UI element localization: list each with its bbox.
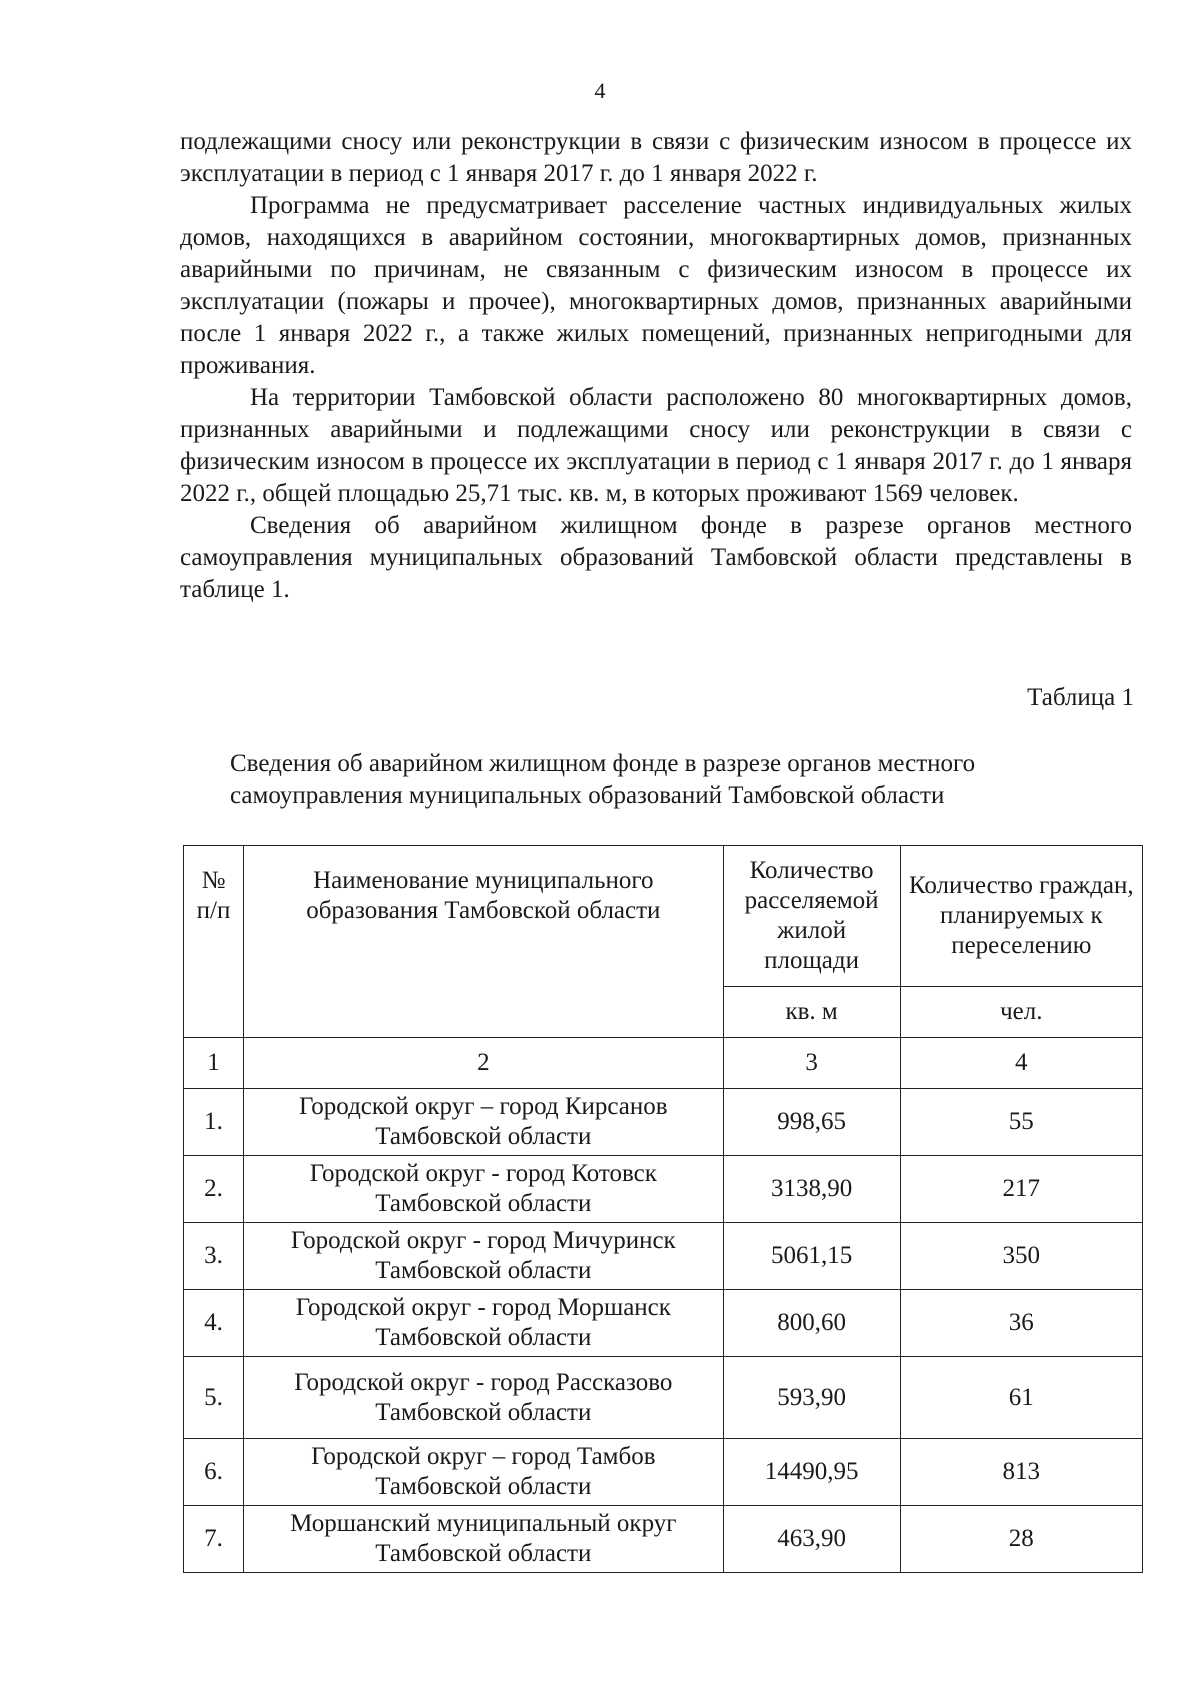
body-text bbox=[180, 126, 1132, 606]
row-area: 593,90 bbox=[723, 1357, 900, 1439]
header-citizens: Количество граждан, планируемых к переселению bbox=[900, 846, 1142, 987]
row-citizens: 813 bbox=[900, 1439, 1142, 1506]
table-row bbox=[184, 1089, 1143, 1156]
row-area: 5061,15 bbox=[723, 1223, 900, 1290]
row-area: 998,65 bbox=[723, 1089, 900, 1156]
paragraph-program-scope: Программа не предусматривает расселение частных индивидуальных жилых домов, находящихся в аварийном состоянии, многоквартирных домов, признанных аварийными по причинам, не связанным с физическим износом в процессе их эксплуатации (пожары и прочее), многоквартирных домов, признанных аварийными после 1 января 2022 г., а также жилых помещений, признанных непригодными для проживания. bbox=[180, 192, 1132, 379]
row-citizens: 61 bbox=[900, 1357, 1142, 1439]
row-num: 7. bbox=[184, 1506, 244, 1573]
header-area-unit: кв. м bbox=[723, 987, 900, 1038]
header-citizens-unit: чел. bbox=[900, 987, 1142, 1038]
row-name: Городской округ - город Котовск Тамбовской области bbox=[244, 1156, 724, 1223]
emergency-housing-table bbox=[183, 845, 1143, 1573]
row-name: Городской округ - город Моршанск Тамбовской области bbox=[244, 1290, 724, 1357]
row-num: 3. bbox=[184, 1223, 244, 1290]
paragraph-continuation: подлежащими сносу или реконструкции в связи с физическим износом в процессе их эксплуатации в период с 1 января 2017 г. до 1 января 2022 г. bbox=[180, 128, 1132, 187]
table-row bbox=[184, 1156, 1143, 1223]
row-citizens: 55 bbox=[900, 1089, 1142, 1156]
row-name: Городской округ – город Тамбов Тамбовской области bbox=[244, 1439, 724, 1506]
row-citizens: 28 bbox=[900, 1506, 1142, 1573]
header-name: Наименование муниципального образования Тамбовской области bbox=[244, 846, 724, 1038]
row-area: 3138,90 bbox=[723, 1156, 900, 1223]
row-name: Городской округ - город Мичуринск Тамбовской области bbox=[244, 1223, 724, 1290]
row-area: 463,90 bbox=[723, 1506, 900, 1573]
paragraph-table-reference: Сведения об аварийном жилищном фонде в разрезе органов местного самоуправления муниципальных образований Тамбовской области представлены в таблице 1. bbox=[180, 512, 1132, 603]
row-citizens: 350 bbox=[900, 1223, 1142, 1290]
table-row bbox=[184, 1439, 1143, 1506]
table-column-numbers bbox=[184, 1038, 1143, 1089]
row-name: Моршанский муниципальный округ Тамбовской области bbox=[244, 1506, 724, 1573]
header-area: Количество расселяемой жилой площади bbox=[723, 846, 900, 987]
table-row bbox=[184, 1357, 1143, 1439]
row-area: 14490,95 bbox=[723, 1439, 900, 1506]
table-header-row bbox=[184, 846, 1143, 987]
row-num: 2. bbox=[184, 1156, 244, 1223]
row-area: 800,60 bbox=[723, 1290, 900, 1357]
row-citizens: 36 bbox=[900, 1290, 1142, 1357]
column-number: 3 bbox=[723, 1038, 900, 1089]
header-num: № п/п bbox=[184, 846, 244, 1038]
row-num: 4. bbox=[184, 1290, 244, 1357]
row-num: 6. bbox=[184, 1439, 244, 1506]
row-citizens: 217 bbox=[900, 1156, 1142, 1223]
column-number: 2 bbox=[244, 1038, 724, 1089]
row-num: 5. bbox=[184, 1357, 244, 1439]
column-number: 4 bbox=[900, 1038, 1142, 1089]
page-number: 4 bbox=[594, 78, 606, 103]
row-num: 1. bbox=[184, 1089, 244, 1156]
table-row bbox=[184, 1506, 1143, 1573]
paragraph-territory-stats: На территории Тамбовской области расположено 80 многоквартирных домов, признанных аварийными и подлежащими сносу или реконструкции в связи с физическим износом в процессе их эксплуатации в период с 1 января 2017 г. до 1 января 2022 г., общей площадью 25,71 тыс. кв. м, в которых проживают 1569 человек. bbox=[180, 384, 1132, 507]
table-label: Таблица 1 bbox=[1027, 684, 1134, 711]
table-row bbox=[184, 1223, 1143, 1290]
table-row bbox=[184, 1290, 1143, 1357]
row-name: Городской округ – город Кирсанов Тамбовской области bbox=[244, 1089, 724, 1156]
row-name: Городской округ - город Рассказово Тамбовской области bbox=[244, 1357, 724, 1439]
table-caption: Сведения об аварийном жилищном фонде в разрезе органов местного самоуправления муниципальных образований Тамбовской области bbox=[230, 750, 976, 809]
column-number: 1 bbox=[184, 1038, 244, 1089]
